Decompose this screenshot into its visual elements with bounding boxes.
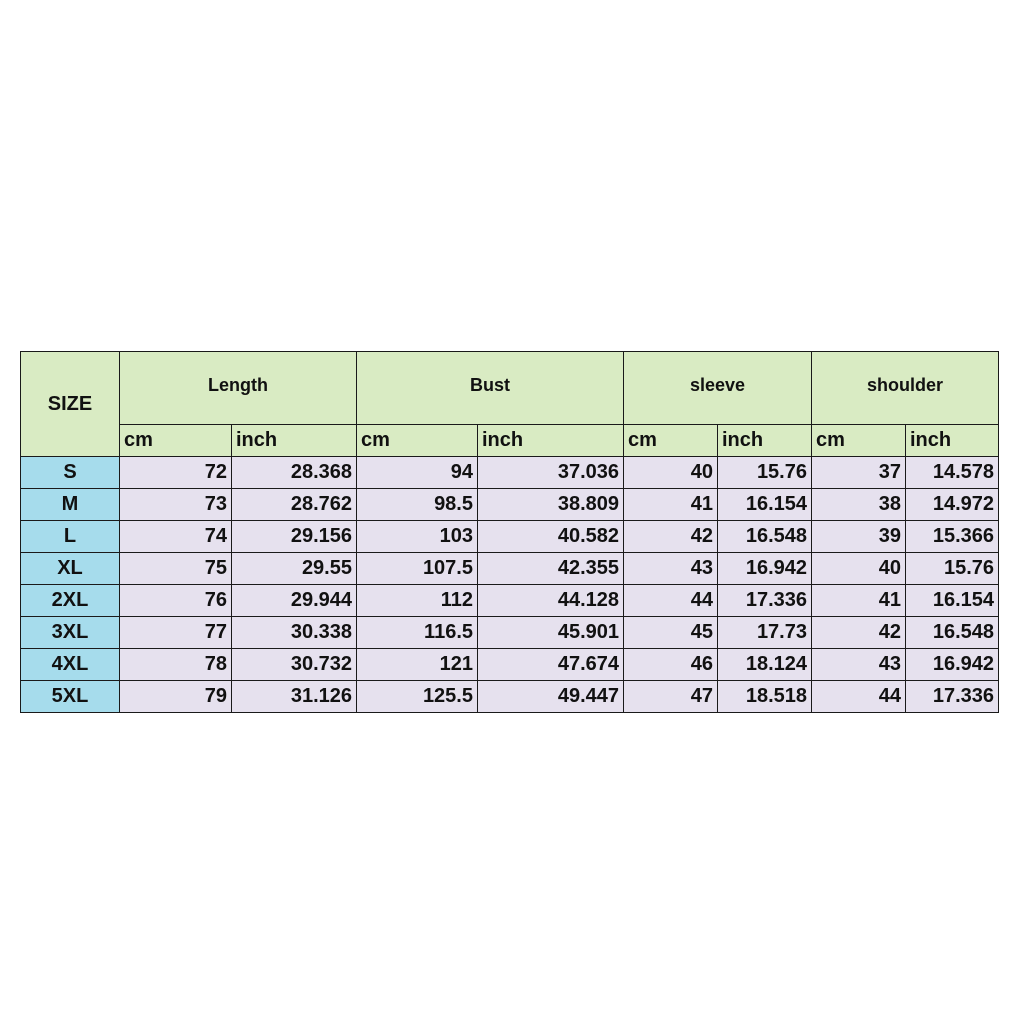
- shoulder-inch-cell: 15.366: [906, 521, 999, 553]
- length-cm-cell: 73: [120, 489, 232, 521]
- length-cm-cell: 79: [120, 681, 232, 713]
- bust-cm-header: cm: [357, 425, 478, 457]
- group-header-row: [21, 352, 999, 425]
- shoulder-cm-cell: 40: [812, 553, 906, 585]
- shoulder-inch-cell: 16.942: [906, 649, 999, 681]
- bust-cm-cell: 107.5: [357, 553, 478, 585]
- shoulder-cm-cell: 41: [812, 585, 906, 617]
- sleeve-inch-cell: 16.548: [718, 521, 812, 553]
- size-label: 5XL: [21, 681, 120, 713]
- shoulder-inch-cell: 14.578: [906, 457, 999, 489]
- bust-cm-cell: 116.5: [357, 617, 478, 649]
- bust-cm-cell: 125.5: [357, 681, 478, 713]
- bust-inch-header: inch: [478, 425, 624, 457]
- shoulder-inch-cell: 15.76: [906, 553, 999, 585]
- sleeve-inch-header: inch: [718, 425, 812, 457]
- length-inch-cell: 29.55: [232, 553, 357, 585]
- length-inch-cell: 29.944: [232, 585, 357, 617]
- sleeve-cm-cell: 43: [624, 553, 718, 585]
- shoulder-cm-cell: 37: [812, 457, 906, 489]
- shoulder-cm-cell: 43: [812, 649, 906, 681]
- sleeve-inch-cell: 18.518: [718, 681, 812, 713]
- bust-inch-cell: 47.674: [478, 649, 624, 681]
- bust-inch-cell: 44.128: [478, 585, 624, 617]
- size-label: L: [21, 521, 120, 553]
- length-cm-cell: 72: [120, 457, 232, 489]
- length-cm-cell: 78: [120, 649, 232, 681]
- shoulder-cm-cell: 39: [812, 521, 906, 553]
- shoulder-inch-header: inch: [906, 425, 999, 457]
- table-row: [21, 681, 999, 713]
- length-cm-cell: 77: [120, 617, 232, 649]
- sleeve-cm-cell: 40: [624, 457, 718, 489]
- sleeve-cm-cell: 44: [624, 585, 718, 617]
- sleeve-cm-cell: 41: [624, 489, 718, 521]
- bust-inch-cell: 45.901: [478, 617, 624, 649]
- shoulder-inch-cell: 17.336: [906, 681, 999, 713]
- length-inch-cell: 28.368: [232, 457, 357, 489]
- bust-inch-cell: 42.355: [478, 553, 624, 585]
- bust-cm-cell: 112: [357, 585, 478, 617]
- length-header: Length: [120, 352, 357, 425]
- length-inch-cell: 29.156: [232, 521, 357, 553]
- table-row: [21, 649, 999, 681]
- sleeve-inch-cell: 18.124: [718, 649, 812, 681]
- length-cm-cell: 76: [120, 585, 232, 617]
- length-inch-cell: 30.732: [232, 649, 357, 681]
- sleeve-inch-cell: 16.154: [718, 489, 812, 521]
- table-row: [21, 553, 999, 585]
- length-cm-header: cm: [120, 425, 232, 457]
- size-label: 2XL: [21, 585, 120, 617]
- size-column-header: SIZE: [21, 352, 120, 457]
- sleeve-cm-cell: 42: [624, 521, 718, 553]
- size-rows: [21, 457, 999, 713]
- table-row: [21, 617, 999, 649]
- table-row: [21, 521, 999, 553]
- length-inch-header: inch: [232, 425, 357, 457]
- bust-cm-cell: 94: [357, 457, 478, 489]
- shoulder-inch-cell: 16.548: [906, 617, 999, 649]
- size-label: 3XL: [21, 617, 120, 649]
- size-label: XL: [21, 553, 120, 585]
- table-row: [21, 585, 999, 617]
- size-label: M: [21, 489, 120, 521]
- sleeve-inch-cell: 16.942: [718, 553, 812, 585]
- size-label: S: [21, 457, 120, 489]
- unit-header-row: [21, 425, 999, 457]
- length-inch-cell: 31.126: [232, 681, 357, 713]
- shoulder-cm-header: cm: [812, 425, 906, 457]
- length-inch-cell: 30.338: [232, 617, 357, 649]
- sleeve-inch-cell: 17.336: [718, 585, 812, 617]
- sleeve-cm-cell: 47: [624, 681, 718, 713]
- shoulder-header: shoulder: [812, 352, 999, 425]
- bust-header: Bust: [357, 352, 624, 425]
- bust-cm-cell: 98.5: [357, 489, 478, 521]
- length-inch-cell: 28.762: [232, 489, 357, 521]
- shoulder-cm-cell: 44: [812, 681, 906, 713]
- length-cm-cell: 75: [120, 553, 232, 585]
- shoulder-cm-cell: 42: [812, 617, 906, 649]
- shoulder-cm-cell: 38: [812, 489, 906, 521]
- table-row: [21, 457, 999, 489]
- bust-cm-cell: 103: [357, 521, 478, 553]
- sleeve-cm-cell: 45: [624, 617, 718, 649]
- bust-cm-cell: 121: [357, 649, 478, 681]
- sleeve-cm-cell: 46: [624, 649, 718, 681]
- bust-inch-cell: 49.447: [478, 681, 624, 713]
- sleeve-inch-cell: 17.73: [718, 617, 812, 649]
- bust-inch-cell: 37.036: [478, 457, 624, 489]
- size-label: 4XL: [21, 649, 120, 681]
- sleeve-cm-header: cm: [624, 425, 718, 457]
- sleeve-inch-cell: 15.76: [718, 457, 812, 489]
- size-chart-table: [20, 351, 999, 713]
- table-row: [21, 489, 999, 521]
- sleeve-header: sleeve: [624, 352, 812, 425]
- shoulder-inch-cell: 16.154: [906, 585, 999, 617]
- bust-inch-cell: 38.809: [478, 489, 624, 521]
- shoulder-inch-cell: 14.972: [906, 489, 999, 521]
- length-cm-cell: 74: [120, 521, 232, 553]
- bust-inch-cell: 40.582: [478, 521, 624, 553]
